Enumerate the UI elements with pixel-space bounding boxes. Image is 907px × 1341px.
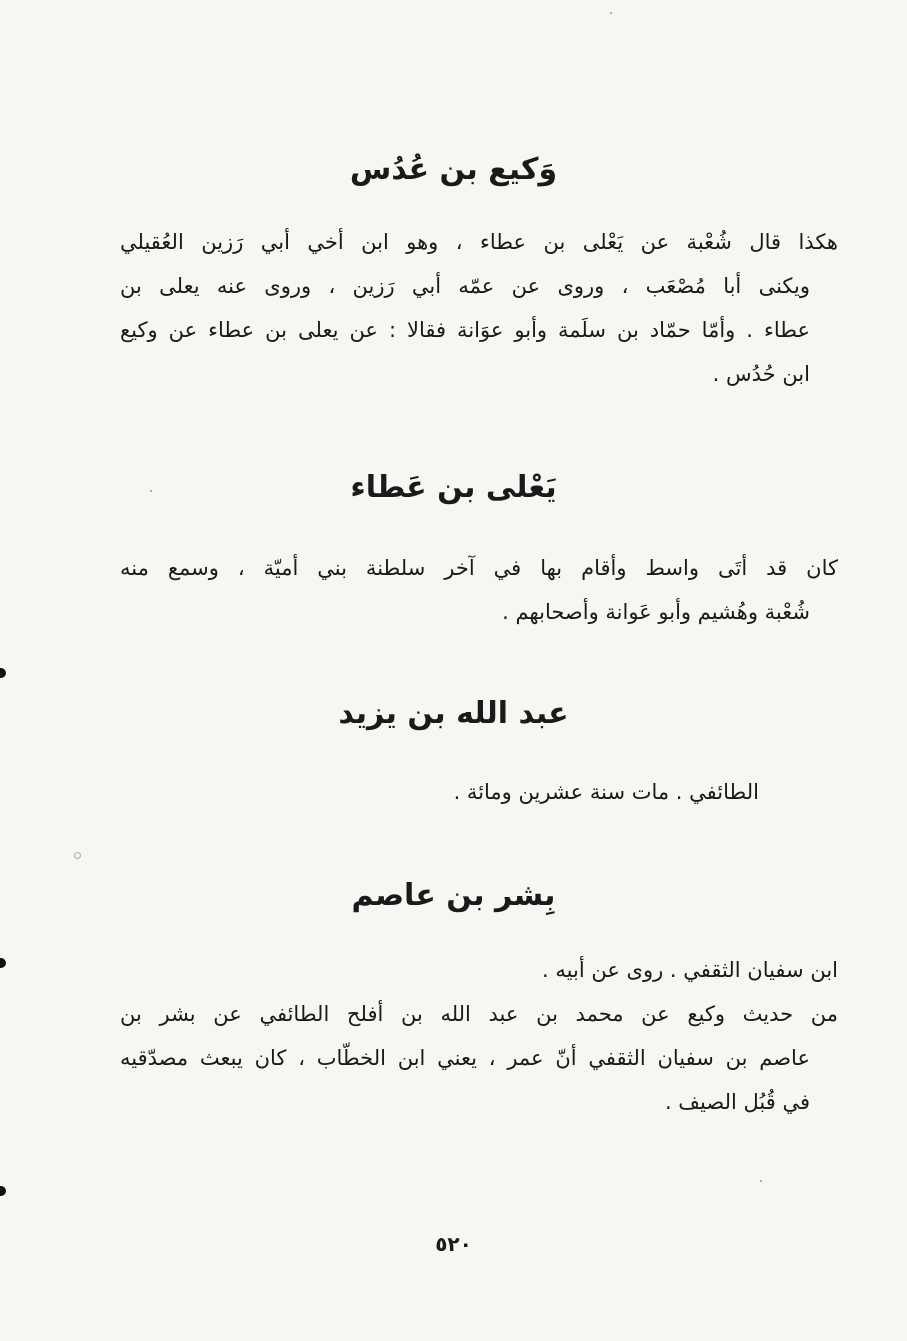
text-line: الطائفي . مات سنة عشرين ومائة .	[453, 780, 759, 804]
entry-title-abdullah: عبد الله بن يزيد	[338, 696, 569, 731]
text-line: في قُبُل الصيف .	[664, 1090, 810, 1114]
text-line: من حديث وكيع عن محمد بن عبد الله بن أفلح الطائفي عن بشر بن	[120, 1002, 838, 1026]
page-number: ٥٢٠	[435, 1232, 472, 1256]
binding-mark	[0, 1186, 6, 1196]
binding-mark	[0, 958, 6, 968]
entry-body-wakee	[120, 220, 838, 396]
entry-title-yala: يَعْلى بن عَطاء	[350, 470, 557, 505]
text-line: هكذا قال شُعْبة عن يَعْلى بن عطاء ، وهو ابن أخي أبي رَزين العُقيلي	[120, 230, 838, 254]
text-line: ابن سفيان الثقفي . روى عن أبيه .	[542, 958, 838, 982]
entry-title-bishr: بِشر بن عاصم	[351, 878, 556, 913]
paper-speck	[610, 12, 612, 14]
entry-body-bishr	[120, 948, 838, 1124]
paper-speck	[74, 852, 81, 859]
binding-mark	[0, 668, 6, 678]
paper-speck	[760, 1180, 762, 1182]
paper-speck	[150, 490, 152, 492]
text-line: عطاء . وأمّا حمّاد بن سلَمة وأبو عوَانة فقالا : عن يعلى بن عطاء عن وكيع	[120, 318, 810, 342]
text-line: ابن حُدُس .	[712, 362, 810, 386]
text-line: شُعْبة وهُشيم وأبو عَوانة وأصحابهم .	[502, 600, 810, 624]
entry-title-wakee: وَكيع بن عُدُس	[349, 152, 558, 187]
text-line: ويكنى أبا مُصْعَب ، وروى عن عمّه أبي رَزين ، وروى عنه يعلى بن	[120, 274, 810, 298]
text-line: عاصم بن سفيان الثقفي أنّ عمر ، يعني ابن الخطّاب ، كان يبعث مصدّقيه	[120, 1046, 810, 1070]
text-line: كان قد أتَى واسط وأقام بها في آخر سلطنة بني أميّة ، وسمع منه	[120, 556, 838, 580]
entry-body-abdullah	[119, 770, 759, 814]
entry-body-yala	[120, 546, 838, 634]
